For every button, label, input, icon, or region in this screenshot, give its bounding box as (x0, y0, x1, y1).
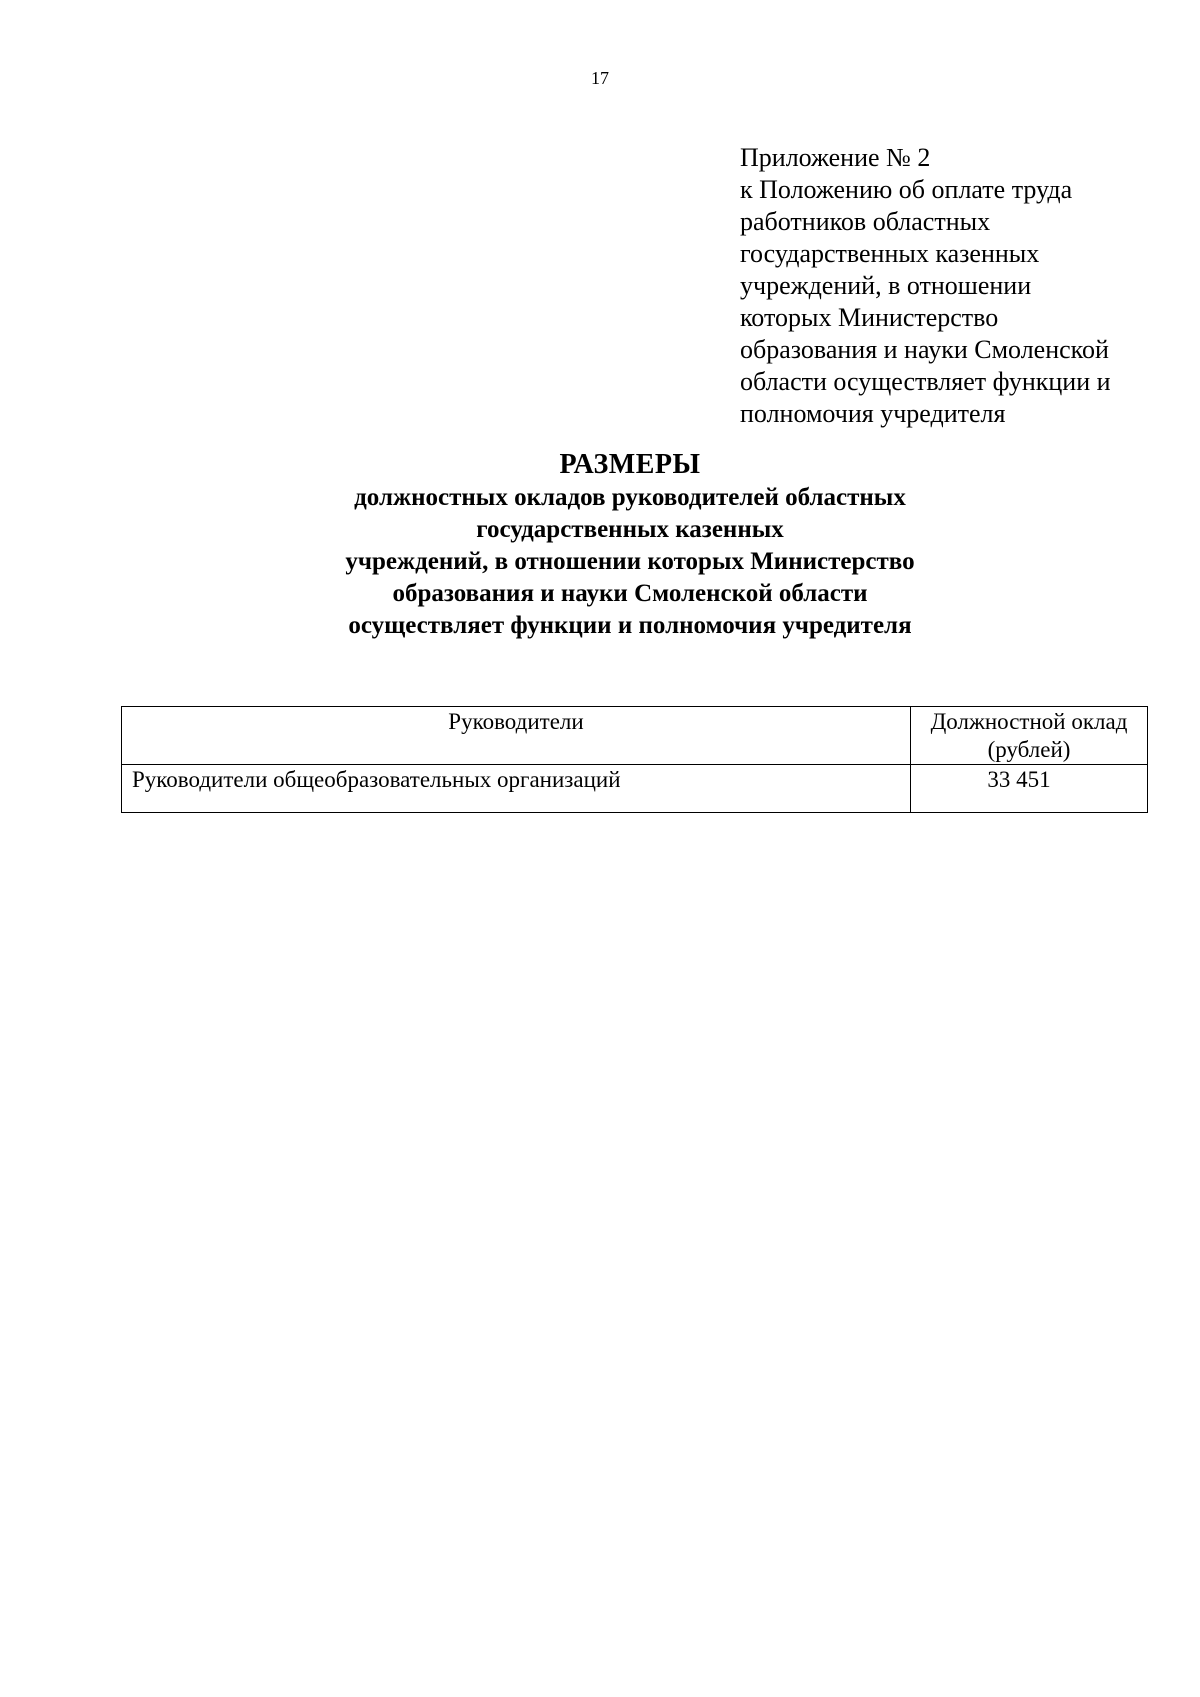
header-salary-label: Должностной оклад (930, 709, 1128, 734)
appendix-line: полномочия учредителя (740, 399, 1006, 428)
appendix-line: работников областных (740, 207, 991, 236)
header-cell-positions (122, 707, 911, 765)
appendix-line: образования и науки Смоленской (740, 335, 1109, 364)
subtitle-line: должностных окладов руководителей областных (354, 484, 906, 511)
appendix-line: государственных казенных (740, 239, 1040, 268)
salary-table (121, 706, 1148, 813)
appendix-line: Приложение № 2 (740, 143, 931, 172)
title-main: РАЗМЕРЫ (559, 449, 701, 480)
document-title (180, 448, 1080, 642)
appendix-line: к Положению об оплате труда (740, 175, 1073, 204)
header-positions-label: Руководители (448, 709, 584, 734)
appendix-line: области осуществляет функции и (740, 367, 1111, 396)
header-cell-salary (911, 707, 1148, 765)
subtitle-line: осуществляет функции и полномочия учредителя (348, 612, 912, 639)
position-name: Руководители общеобразовательных организаций (132, 767, 621, 792)
appendix-line: учреждений, в отношении (740, 271, 1032, 300)
salary-cell (911, 765, 1148, 813)
subtitle-line: образования и науки Смоленской области (392, 580, 868, 607)
appendix-line: которых Министерство (740, 303, 999, 332)
table-header-row (122, 707, 1148, 765)
subtitle-line: государственных казенных (476, 516, 784, 543)
table-row (122, 765, 1148, 813)
title-subtitle (180, 482, 1080, 642)
appendix-header (740, 142, 1180, 430)
subtitle-line: учреждений, в отношении которых Министерство (345, 548, 915, 575)
page-number: 17 (591, 68, 609, 88)
position-cell (122, 765, 911, 813)
salary-value: 33 451 (987, 767, 1051, 792)
header-salary-unit: (рублей) (987, 737, 1071, 762)
